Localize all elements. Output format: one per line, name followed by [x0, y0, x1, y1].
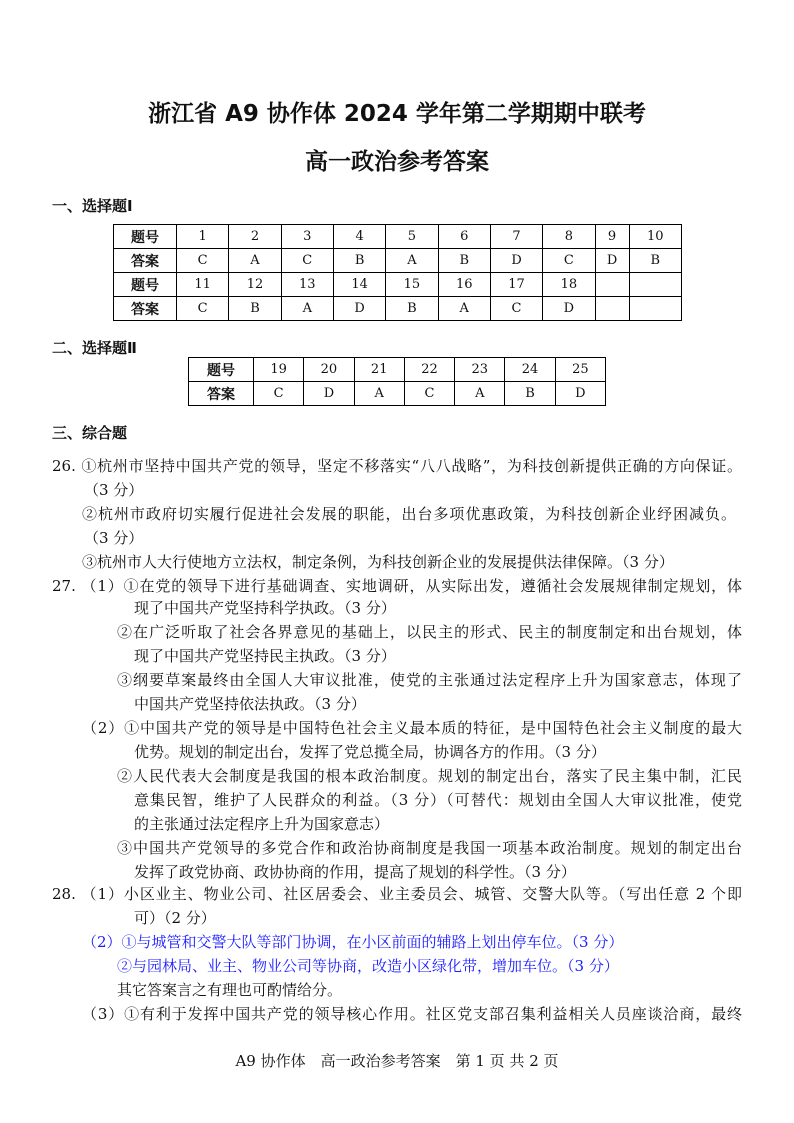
table-row — [114, 249, 682, 273]
table-cell: 24 — [505, 358, 555, 382]
row-header-cell: 题号 — [114, 273, 177, 297]
answer-line-highlighted: （2）①与城管和交警大队等部门协调，在小区前面的辅路上划出停车位。（3 分） — [82, 933, 624, 951]
table-cell: C — [543, 249, 595, 273]
table-cell: 5 — [386, 225, 438, 249]
table-cell: A — [281, 297, 333, 321]
answer-table-1 — [113, 224, 682, 321]
table-cell: B — [229, 297, 281, 321]
table-cell: C — [254, 382, 304, 406]
document-title: 浙江省 A9 协作体 2024 学年第二学期期中联考 — [148, 101, 646, 127]
row-header-cell: 题号 — [114, 225, 177, 249]
table-cell: 18 — [543, 273, 595, 297]
table-cell: D — [595, 249, 629, 273]
answer-line: 中国共产党坚持依法执政。（3 分） — [134, 695, 366, 713]
table-cell: 1 — [177, 225, 229, 249]
answer-line: ③中国共产党领导的多党合作和政治协商制度是我国一项基本政治制度。规划的制定出台 — [117, 839, 742, 857]
row-header-cell: 答案 — [114, 249, 177, 273]
document-subtitle: 高一政治参考答案 — [305, 149, 489, 175]
table-cell: 12 — [229, 273, 281, 297]
table-cell: 3 — [281, 225, 333, 249]
table-cell: 23 — [455, 358, 505, 382]
table-cell: 19 — [254, 358, 304, 382]
table-cell: 9 — [595, 225, 629, 249]
table-cell: D — [490, 249, 542, 273]
answer-line: ②人民代表大会制度是我国的根本政治制度。规划的制定出台，落实了民主集中制，汇民 — [117, 767, 742, 785]
section-heading-choice-1: 一、选择题Ⅰ — [52, 197, 133, 215]
answer-line: 28. （1）小区业主、物业公司、社区居委会、业主委员会、城管、交警大队等。（写出任意 2 个即 — [52, 885, 742, 903]
answer-line: 26. ①杭州市坚持中国共产党的领导，坚定不移落实“八八战略”，为科技创新提供正确的方向保证。 — [52, 457, 742, 475]
table-cell — [595, 273, 629, 297]
table-cell: A — [455, 382, 505, 406]
answer-line: 发挥了政党协商、政协协商的作用，提高了规划的科学性。（3 分） — [134, 863, 576, 881]
table-cell: B — [386, 297, 438, 321]
table-cell: C — [177, 249, 229, 273]
table-cell: C — [404, 382, 454, 406]
table-row — [189, 358, 606, 382]
table-cell: 25 — [555, 358, 605, 382]
row-header-cell: 答案 — [189, 382, 254, 406]
table-cell: C — [281, 249, 333, 273]
answer-line: 27. （1）①在党的领导下进行基础调查、实地调研，从实际出发，遵循社会发展规律制定规划，体 — [52, 577, 742, 595]
section-heading-comprehensive: 三、综合题 — [52, 424, 128, 442]
answer-line: （3 分） — [84, 529, 144, 547]
table-cell: 7 — [490, 225, 542, 249]
table-cell: A — [229, 249, 281, 273]
answer-line: （3）①有利于发挥中国共产党的领导核心作用。社区党支部召集利益相关人员座谈洽商，最终 — [82, 1005, 742, 1023]
table-cell — [595, 297, 629, 321]
answer-line: 优势。规划的制定出台，发挥了党总揽全局，协调各方的作用。（3 分） — [134, 743, 606, 761]
table-row — [114, 273, 682, 297]
table-cell: 13 — [281, 273, 333, 297]
table-cell: 8 — [543, 225, 595, 249]
answer-line: ②杭州市政府切实履行促进社会发展的职能，出台多项优惠政策，为科技创新企业纾困减负。 — [82, 505, 736, 523]
answer-line: ③纲要草案最终由全国人大审议批准，使党的主张通过法定程序上升为国家意志，体现了 — [117, 671, 742, 689]
table-cell — [629, 273, 681, 297]
table-cell: 20 — [304, 358, 354, 382]
table-cell — [629, 297, 681, 321]
answer-line: 现了中国共产党坚持科学执政。（3 分） — [134, 599, 396, 617]
table-cell: C — [177, 297, 229, 321]
table-cell: 16 — [438, 273, 490, 297]
table-row — [114, 225, 682, 249]
table-cell: 4 — [333, 225, 385, 249]
answer-line: 可）（2 分） — [134, 909, 216, 927]
answer-table-2 — [188, 357, 606, 406]
answer-note: 其它答案言之有理也可酌情给分。 — [117, 981, 343, 999]
answer-line: （2）①中国共产党的领导是中国特色社会主义最本质的特征，是中国特色社会主义制度的最大 — [82, 719, 742, 737]
row-header-cell: 答案 — [114, 297, 177, 321]
table-cell: B — [333, 249, 385, 273]
table-cell: 17 — [490, 273, 542, 297]
table-cell: A — [386, 249, 438, 273]
table-cell: 11 — [177, 273, 229, 297]
answer-line: ③杭州市人大行使地方立法权，制定条例，为科技创新企业的发展提供法律保障。（3 分） — [82, 553, 674, 571]
table-row — [189, 382, 606, 406]
table-cell: B — [438, 249, 490, 273]
table-row — [114, 297, 682, 321]
answer-line: 的主张通过法定程序上升为国家意志） — [134, 815, 390, 833]
answer-line: 现了中国共产党坚持民主执政。（3 分） — [134, 647, 396, 665]
table-cell: 10 — [629, 225, 681, 249]
row-header-cell: 题号 — [189, 358, 254, 382]
answer-line: ②在广泛听取了社会各界意见的基础上，以民主的形式、民主的制度制定和出台规划，体 — [117, 623, 742, 641]
table-cell: D — [543, 297, 595, 321]
table-cell: D — [333, 297, 385, 321]
page-footer: A9 协作体 高一政治参考答案 第 1 页 共 2 页 — [235, 1052, 559, 1070]
table-cell: C — [490, 297, 542, 321]
table-cell: 2 — [229, 225, 281, 249]
table-cell: D — [304, 382, 354, 406]
table-cell: A — [438, 297, 490, 321]
table-cell: 21 — [354, 358, 404, 382]
table-cell: 22 — [404, 358, 454, 382]
table-cell: B — [629, 249, 681, 273]
answer-line-highlighted: ②与园林局、业主、物业公司等协商，改造小区绿化带，增加车位。（3 分） — [117, 957, 619, 975]
table-cell: B — [505, 382, 555, 406]
table-cell: 14 — [333, 273, 385, 297]
answer-line: （3 分） — [84, 481, 144, 499]
answer-line: 意集民智，维护了人民群众的利益。（3 分）（可替代：规划由全国人大审议批准，使党 — [134, 791, 742, 809]
table-cell: 15 — [386, 273, 438, 297]
section-heading-choice-2: 二、选择题Ⅱ — [52, 339, 137, 357]
table-cell: A — [354, 382, 404, 406]
table-cell: D — [555, 382, 605, 406]
table-cell: 6 — [438, 225, 490, 249]
